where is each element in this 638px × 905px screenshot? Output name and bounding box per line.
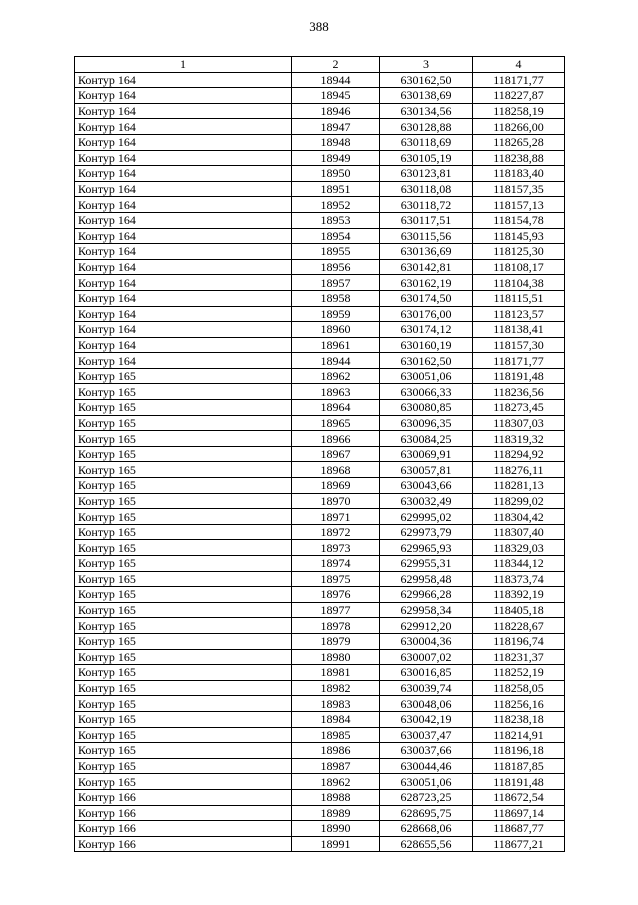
contour-name-cell: Контур 164	[75, 244, 292, 260]
point-number-cell: 18957	[292, 275, 380, 291]
x-coordinate-cell: 629965,93	[380, 540, 473, 556]
x-coordinate-cell: 630069,91	[380, 446, 473, 462]
column-header-2: 2	[292, 57, 380, 73]
contour-name-cell: Контур 165	[75, 602, 292, 618]
table-row	[75, 727, 565, 743]
point-number-cell: 18963	[292, 384, 380, 400]
point-number-cell: 18948	[292, 134, 380, 150]
contour-name-cell: Контур 164	[75, 228, 292, 244]
x-coordinate-cell: 629973,79	[380, 524, 473, 540]
y-coordinate-cell: 118697,14	[473, 805, 565, 821]
y-coordinate-cell: 118344,12	[473, 556, 565, 572]
table-row	[75, 774, 565, 790]
y-coordinate-cell: 118154,78	[473, 212, 565, 228]
contour-name-cell: Контур 165	[75, 743, 292, 759]
contour-name-cell: Контур 165	[75, 618, 292, 634]
x-coordinate-cell: 630096,35	[380, 415, 473, 431]
table-row	[75, 134, 565, 150]
point-number-cell: 18962	[292, 368, 380, 384]
point-number-cell: 18966	[292, 431, 380, 447]
y-coordinate-cell: 118227,87	[473, 88, 565, 104]
x-coordinate-cell: 630118,72	[380, 197, 473, 213]
table-row	[75, 836, 565, 852]
point-number-cell: 18988	[292, 789, 380, 805]
x-coordinate-cell: 629966,28	[380, 587, 473, 603]
x-coordinate-cell: 630080,85	[380, 400, 473, 416]
y-coordinate-cell: 118108,17	[473, 259, 565, 275]
contour-name-cell: Контур 165	[75, 446, 292, 462]
y-coordinate-cell: 118677,21	[473, 836, 565, 852]
point-number-cell: 18985	[292, 727, 380, 743]
x-coordinate-cell: 630162,50	[380, 353, 473, 369]
table-row	[75, 540, 565, 556]
x-coordinate-cell: 630117,51	[380, 212, 473, 228]
point-number-cell: 18976	[292, 587, 380, 603]
table-row	[75, 306, 565, 322]
point-number-cell: 18958	[292, 290, 380, 306]
point-number-cell: 18951	[292, 181, 380, 197]
table-row	[75, 150, 565, 166]
contour-name-cell: Контур 165	[75, 400, 292, 416]
point-number-cell: 18975	[292, 571, 380, 587]
contour-name-cell: Контур 165	[75, 680, 292, 696]
x-coordinate-cell: 628695,75	[380, 805, 473, 821]
point-number-cell: 18990	[292, 821, 380, 837]
table-row	[75, 415, 565, 431]
y-coordinate-cell: 118304,42	[473, 509, 565, 525]
point-number-cell: 18984	[292, 711, 380, 727]
table-row	[75, 696, 565, 712]
x-coordinate-cell: 629958,48	[380, 571, 473, 587]
contour-name-cell: Контур 165	[75, 696, 292, 712]
point-number-cell: 18987	[292, 758, 380, 774]
table-row	[75, 524, 565, 540]
table-row	[75, 680, 565, 696]
y-coordinate-cell: 118373,74	[473, 571, 565, 587]
contour-name-cell: Контур 164	[75, 166, 292, 182]
table-row	[75, 571, 565, 587]
table-row	[75, 181, 565, 197]
y-coordinate-cell: 118125,30	[473, 244, 565, 260]
y-coordinate-cell: 118405,18	[473, 602, 565, 618]
y-coordinate-cell: 118252,19	[473, 665, 565, 681]
contour-name-cell: Контур 165	[75, 774, 292, 790]
contour-name-cell: Контур 165	[75, 665, 292, 681]
y-coordinate-cell: 118319,32	[473, 431, 565, 447]
contour-name-cell: Контур 164	[75, 353, 292, 369]
y-coordinate-cell: 118157,35	[473, 181, 565, 197]
x-coordinate-cell: 630037,47	[380, 727, 473, 743]
table-row	[75, 462, 565, 478]
point-number-cell: 18950	[292, 166, 380, 182]
y-coordinate-cell: 118307,40	[473, 524, 565, 540]
x-coordinate-cell: 630042,19	[380, 711, 473, 727]
contour-name-cell: Контур 164	[75, 322, 292, 338]
table-row	[75, 758, 565, 774]
point-number-cell: 18944	[292, 353, 380, 369]
x-coordinate-cell: 630162,50	[380, 72, 473, 88]
x-coordinate-cell: 630134,56	[380, 103, 473, 119]
point-number-cell: 18978	[292, 618, 380, 634]
table-row	[75, 587, 565, 603]
x-coordinate-cell: 630174,12	[380, 322, 473, 338]
point-number-cell: 18968	[292, 462, 380, 478]
table-row	[75, 743, 565, 759]
point-number-cell: 18970	[292, 493, 380, 509]
point-number-cell: 18962	[292, 774, 380, 790]
table-row	[75, 633, 565, 649]
y-coordinate-cell: 118265,28	[473, 134, 565, 150]
contour-name-cell: Контур 164	[75, 337, 292, 353]
y-coordinate-cell: 118329,03	[473, 540, 565, 556]
y-coordinate-cell: 118276,11	[473, 462, 565, 478]
x-coordinate-cell: 630004,36	[380, 633, 473, 649]
x-coordinate-cell: 628723,25	[380, 789, 473, 805]
contour-name-cell: Контур 165	[75, 540, 292, 556]
column-header-3: 3	[380, 57, 473, 73]
y-coordinate-cell: 118231,37	[473, 649, 565, 665]
y-coordinate-cell: 118104,38	[473, 275, 565, 291]
table-row	[75, 368, 565, 384]
y-coordinate-cell: 118294,92	[473, 446, 565, 462]
x-coordinate-cell: 630016,85	[380, 665, 473, 681]
contour-name-cell: Контур 165	[75, 587, 292, 603]
y-coordinate-cell: 118183,40	[473, 166, 565, 182]
y-coordinate-cell: 118299,02	[473, 493, 565, 509]
table-row	[75, 119, 565, 135]
x-coordinate-cell: 630037,66	[380, 743, 473, 759]
contour-name-cell: Контур 164	[75, 181, 292, 197]
point-number-cell: 18946	[292, 103, 380, 119]
table-row	[75, 259, 565, 275]
table-row	[75, 602, 565, 618]
contour-name-cell: Контур 164	[75, 275, 292, 291]
column-header-4: 4	[473, 57, 565, 73]
contour-name-cell: Контур 165	[75, 524, 292, 540]
y-coordinate-cell: 118191,48	[473, 368, 565, 384]
y-coordinate-cell: 118191,48	[473, 774, 565, 790]
x-coordinate-cell: 630136,69	[380, 244, 473, 260]
table-row	[75, 556, 565, 572]
table-row	[75, 618, 565, 634]
table-row	[75, 805, 565, 821]
contour-name-cell: Контур 165	[75, 649, 292, 665]
x-coordinate-cell: 628655,56	[380, 836, 473, 852]
y-coordinate-cell: 118256,16	[473, 696, 565, 712]
y-coordinate-cell: 118266,00	[473, 119, 565, 135]
point-number-cell: 18991	[292, 836, 380, 852]
y-coordinate-cell: 118171,77	[473, 72, 565, 88]
contour-name-cell: Контур 165	[75, 727, 292, 743]
point-number-cell: 18981	[292, 665, 380, 681]
x-coordinate-cell: 630138,69	[380, 88, 473, 104]
table-row	[75, 212, 565, 228]
point-number-cell: 18979	[292, 633, 380, 649]
x-coordinate-cell: 628668,06	[380, 821, 473, 837]
x-coordinate-cell: 630032,49	[380, 493, 473, 509]
point-number-cell: 18977	[292, 602, 380, 618]
column-header-1: 1	[75, 57, 292, 73]
table-row	[75, 400, 565, 416]
contour-name-cell: Контур 165	[75, 368, 292, 384]
contour-name-cell: Контур 166	[75, 805, 292, 821]
x-coordinate-cell: 630007,02	[380, 649, 473, 665]
y-coordinate-cell: 118228,67	[473, 618, 565, 634]
y-coordinate-cell: 118157,13	[473, 197, 565, 213]
x-coordinate-cell: 630118,69	[380, 134, 473, 150]
x-coordinate-cell: 630128,88	[380, 119, 473, 135]
table-row	[75, 275, 565, 291]
x-coordinate-cell: 630105,19	[380, 150, 473, 166]
point-number-cell: 18945	[292, 88, 380, 104]
table-row	[75, 493, 565, 509]
y-coordinate-cell: 118307,03	[473, 415, 565, 431]
contour-name-cell: Контур 164	[75, 197, 292, 213]
y-coordinate-cell: 118196,18	[473, 743, 565, 759]
point-number-cell: 18967	[292, 446, 380, 462]
y-coordinate-cell: 118157,30	[473, 337, 565, 353]
table-row	[75, 103, 565, 119]
y-coordinate-cell: 118281,13	[473, 478, 565, 494]
contour-name-cell: Контур 165	[75, 633, 292, 649]
table-row	[75, 384, 565, 400]
x-coordinate-cell: 630039,74	[380, 680, 473, 696]
point-number-cell: 18973	[292, 540, 380, 556]
y-coordinate-cell: 118171,77	[473, 353, 565, 369]
contour-name-cell: Контур 166	[75, 789, 292, 805]
x-coordinate-cell: 630174,50	[380, 290, 473, 306]
point-number-cell: 18989	[292, 805, 380, 821]
x-coordinate-cell: 630051,06	[380, 774, 473, 790]
point-number-cell: 18952	[292, 197, 380, 213]
point-number-cell: 18971	[292, 509, 380, 525]
point-number-cell: 18959	[292, 306, 380, 322]
contour-name-cell: Контур 166	[75, 821, 292, 837]
table-row	[75, 509, 565, 525]
x-coordinate-cell: 629995,02	[380, 509, 473, 525]
y-coordinate-cell: 118236,56	[473, 384, 565, 400]
x-coordinate-cell: 630142,81	[380, 259, 473, 275]
x-coordinate-cell: 629958,34	[380, 602, 473, 618]
point-number-cell: 18969	[292, 478, 380, 494]
y-coordinate-cell: 118238,88	[473, 150, 565, 166]
table-row	[75, 431, 565, 447]
table-row	[75, 649, 565, 665]
table-header-row	[75, 57, 565, 73]
table-row	[75, 197, 565, 213]
contour-name-cell: Контур 164	[75, 150, 292, 166]
x-coordinate-cell: 630051,06	[380, 368, 473, 384]
point-number-cell: 18960	[292, 322, 380, 338]
contour-name-cell: Контур 164	[75, 119, 292, 135]
x-coordinate-cell: 630115,56	[380, 228, 473, 244]
contour-name-cell: Контур 164	[75, 290, 292, 306]
y-coordinate-cell: 118115,51	[473, 290, 565, 306]
x-coordinate-cell: 630044,46	[380, 758, 473, 774]
point-number-cell: 18974	[292, 556, 380, 572]
table-body	[75, 72, 565, 852]
y-coordinate-cell: 118196,74	[473, 633, 565, 649]
point-number-cell: 18972	[292, 524, 380, 540]
y-coordinate-cell: 118687,77	[473, 821, 565, 837]
table-row	[75, 789, 565, 805]
table-row	[75, 821, 565, 837]
point-number-cell: 18986	[292, 743, 380, 759]
x-coordinate-cell: 630118,08	[380, 181, 473, 197]
contour-name-cell: Контур 165	[75, 415, 292, 431]
contour-name-cell: Контур 164	[75, 134, 292, 150]
x-coordinate-cell: 629955,31	[380, 556, 473, 572]
point-number-cell: 18954	[292, 228, 380, 244]
point-number-cell: 18953	[292, 212, 380, 228]
table-row	[75, 665, 565, 681]
point-number-cell: 18956	[292, 259, 380, 275]
table-row	[75, 322, 565, 338]
y-coordinate-cell: 118258,05	[473, 680, 565, 696]
y-coordinate-cell: 118258,19	[473, 103, 565, 119]
table-row	[75, 244, 565, 260]
coordinates-table	[74, 56, 565, 852]
y-coordinate-cell: 118214,91	[473, 727, 565, 743]
point-number-cell: 18983	[292, 696, 380, 712]
x-coordinate-cell: 630123,81	[380, 166, 473, 182]
x-coordinate-cell: 630084,25	[380, 431, 473, 447]
point-number-cell: 18944	[292, 72, 380, 88]
y-coordinate-cell: 118145,93	[473, 228, 565, 244]
contour-name-cell: Контур 164	[75, 306, 292, 322]
x-coordinate-cell: 630176,00	[380, 306, 473, 322]
contour-name-cell: Контур 165	[75, 493, 292, 509]
contour-name-cell: Контур 165	[75, 711, 292, 727]
point-number-cell: 18982	[292, 680, 380, 696]
x-coordinate-cell: 630057,81	[380, 462, 473, 478]
contour-name-cell: Контур 165	[75, 509, 292, 525]
contour-name-cell: Контур 165	[75, 462, 292, 478]
table-row	[75, 88, 565, 104]
contour-name-cell: Контур 166	[75, 836, 292, 852]
point-number-cell: 18961	[292, 337, 380, 353]
table-row	[75, 478, 565, 494]
contour-name-cell: Контур 165	[75, 384, 292, 400]
x-coordinate-cell: 630048,06	[380, 696, 473, 712]
y-coordinate-cell: 118138,41	[473, 322, 565, 338]
table-row	[75, 446, 565, 462]
x-coordinate-cell: 629912,20	[380, 618, 473, 634]
point-number-cell: 18964	[292, 400, 380, 416]
y-coordinate-cell: 118273,45	[473, 400, 565, 416]
point-number-cell: 18980	[292, 649, 380, 665]
contour-name-cell: Контур 164	[75, 212, 292, 228]
contour-name-cell: Контур 164	[75, 103, 292, 119]
table-row	[75, 353, 565, 369]
y-coordinate-cell: 118392,19	[473, 587, 565, 603]
table-row	[75, 711, 565, 727]
page-number: 388	[309, 19, 329, 34]
contour-name-cell: Контур 164	[75, 259, 292, 275]
contour-name-cell: Контур 165	[75, 758, 292, 774]
contour-name-cell: Контур 165	[75, 431, 292, 447]
point-number-cell: 18955	[292, 244, 380, 260]
contour-name-cell: Контур 165	[75, 571, 292, 587]
point-number-cell: 18947	[292, 119, 380, 135]
contour-name-cell: Контур 164	[75, 88, 292, 104]
x-coordinate-cell: 630162,19	[380, 275, 473, 291]
x-coordinate-cell: 630066,33	[380, 384, 473, 400]
table-row	[75, 290, 565, 306]
table-row	[75, 166, 565, 182]
contour-name-cell: Контур 164	[75, 72, 292, 88]
y-coordinate-cell: 118672,54	[473, 789, 565, 805]
table-row	[75, 72, 565, 88]
table-row	[75, 337, 565, 353]
table-row	[75, 228, 565, 244]
contour-name-cell: Контур 165	[75, 556, 292, 572]
x-coordinate-cell: 630043,66	[380, 478, 473, 494]
x-coordinate-cell: 630160,19	[380, 337, 473, 353]
contour-name-cell: Контур 165	[75, 478, 292, 494]
y-coordinate-cell: 118123,57	[473, 306, 565, 322]
point-number-cell: 18949	[292, 150, 380, 166]
point-number-cell: 18965	[292, 415, 380, 431]
y-coordinate-cell: 118187,85	[473, 758, 565, 774]
y-coordinate-cell: 118238,18	[473, 711, 565, 727]
